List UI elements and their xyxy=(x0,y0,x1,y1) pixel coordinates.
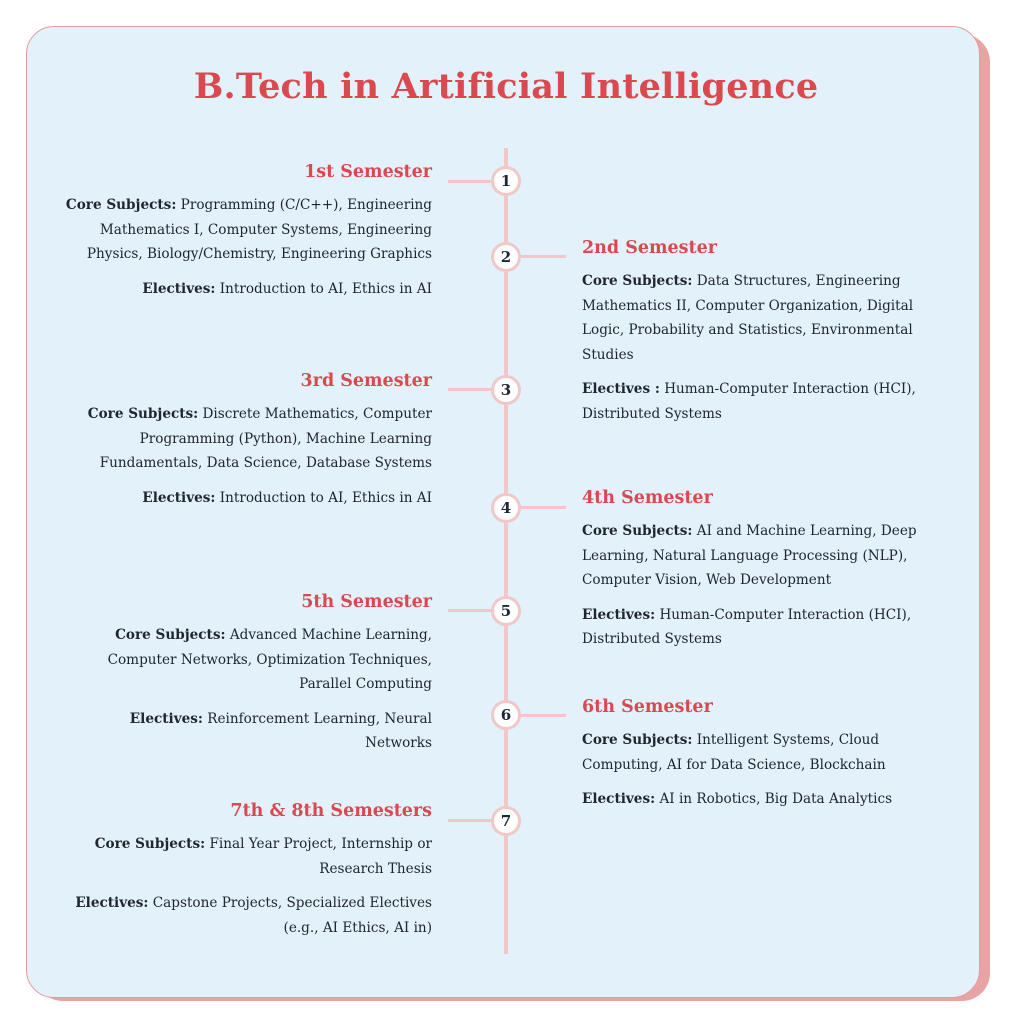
semester-block-4 xyxy=(582,487,927,662)
core-label: Core Subjects: xyxy=(582,273,693,289)
semester-title: 1st Semester xyxy=(304,162,432,182)
timeline-node-3: 3 xyxy=(491,375,521,405)
electives xyxy=(62,891,432,940)
semester-title: 2nd Semester xyxy=(582,238,717,258)
semester-block-3 xyxy=(62,370,432,520)
semester-title: 7th & 8th Semesters xyxy=(230,801,432,821)
electives-text: AI in Robotics, Big Data Analytics xyxy=(659,791,893,807)
core-text: Data Structures, Engineering Mathematics II, Computer Organization, Digital Logic, Probability and Statistics, Environmental Studies xyxy=(582,273,914,363)
core-subjects xyxy=(62,623,432,697)
timeline-node-5: 5 xyxy=(491,596,521,626)
electives-text: Introduction to AI, Ethics in AI xyxy=(219,489,432,506)
core-text: Intelligent Systems, Cloud Computing, AI for Data Science, Blockchain xyxy=(582,732,886,773)
page-title: B.Tech in Artificial Intelligence xyxy=(193,66,819,107)
semester-block-2 xyxy=(582,237,927,436)
core-subjects xyxy=(62,193,432,267)
core-label: Core Subjects: xyxy=(65,197,177,213)
core-text: Final Year Project, Internship or Research Thesis xyxy=(209,836,432,877)
semester-title: 4th Semester xyxy=(582,488,713,508)
electives xyxy=(582,787,927,812)
semester-block-5 xyxy=(62,591,432,766)
semester-block-6 xyxy=(582,696,927,822)
semester-title: 5th Semester xyxy=(301,592,432,612)
core-subjects xyxy=(62,832,432,881)
electives-text: Human-Computer Interaction (HCI), Distributed Systems xyxy=(582,606,912,647)
core-label: Core Subjects: xyxy=(582,523,693,539)
timeline-node-6: 6 xyxy=(491,700,521,730)
core-text: Programming (C/C++), Engineering Mathematics I, Computer Systems, Engineering Physics, Biology/Chemistry, Engineering Graphics xyxy=(86,197,432,262)
core-label: Core Subjects: xyxy=(582,732,693,748)
timeline-node-7: 7 xyxy=(491,806,521,836)
electives-label: Electives : xyxy=(582,381,660,397)
electives-label: Electives: xyxy=(75,895,149,911)
electives-text: Reinforcement Learning, Neural Networks xyxy=(207,710,432,751)
core-text: AI and Machine Learning, Deep Learning, Natural Language Processing (NLP), Computer Vision, Web Development xyxy=(582,523,917,588)
electives-label: Electives: xyxy=(129,710,203,727)
electives-label: Electives: xyxy=(142,280,216,297)
timeline-node-4: 4 xyxy=(491,493,521,523)
electives-text: Human-Computer Interaction (HCI), Distributed Systems xyxy=(582,381,916,422)
core-subjects xyxy=(62,402,432,476)
electives-label: Electives: xyxy=(582,606,656,623)
electives-text: Introduction to AI, Ethics in AI xyxy=(219,280,432,297)
electives-label: Electives: xyxy=(582,791,656,807)
semester-title: 3rd Semester xyxy=(300,371,432,391)
electives xyxy=(62,277,432,302)
core-text: Advanced Machine Learning, Computer Networks, Optimization Techniques, Parallel Computing xyxy=(107,627,432,692)
core-label: Core Subjects: xyxy=(94,836,206,852)
semester-block-1 xyxy=(62,161,432,311)
core-label: Core Subjects: xyxy=(87,406,199,422)
core-subjects xyxy=(582,519,927,593)
timeline-node-1: 1 xyxy=(491,166,521,196)
electives xyxy=(62,707,432,756)
semester-title: 6th Semester xyxy=(582,697,713,717)
electives xyxy=(582,603,927,652)
timeline-node-2: 2 xyxy=(491,242,521,272)
semester-block-7 xyxy=(62,800,432,950)
electives xyxy=(62,486,432,511)
core-text: Discrete Mathematics, Computer Programming (Python), Machine Learning Fundamentals, Data Science, Database Systems xyxy=(99,406,432,471)
electives xyxy=(582,377,927,426)
electives-label: Electives: xyxy=(142,489,216,506)
electives-text: Capstone Projects, Specialized Electives (e.g., AI Ethics, AI in) xyxy=(152,895,432,936)
core-subjects xyxy=(582,269,927,367)
core-subjects xyxy=(582,728,927,777)
core-label: Core Subjects: xyxy=(115,627,226,643)
